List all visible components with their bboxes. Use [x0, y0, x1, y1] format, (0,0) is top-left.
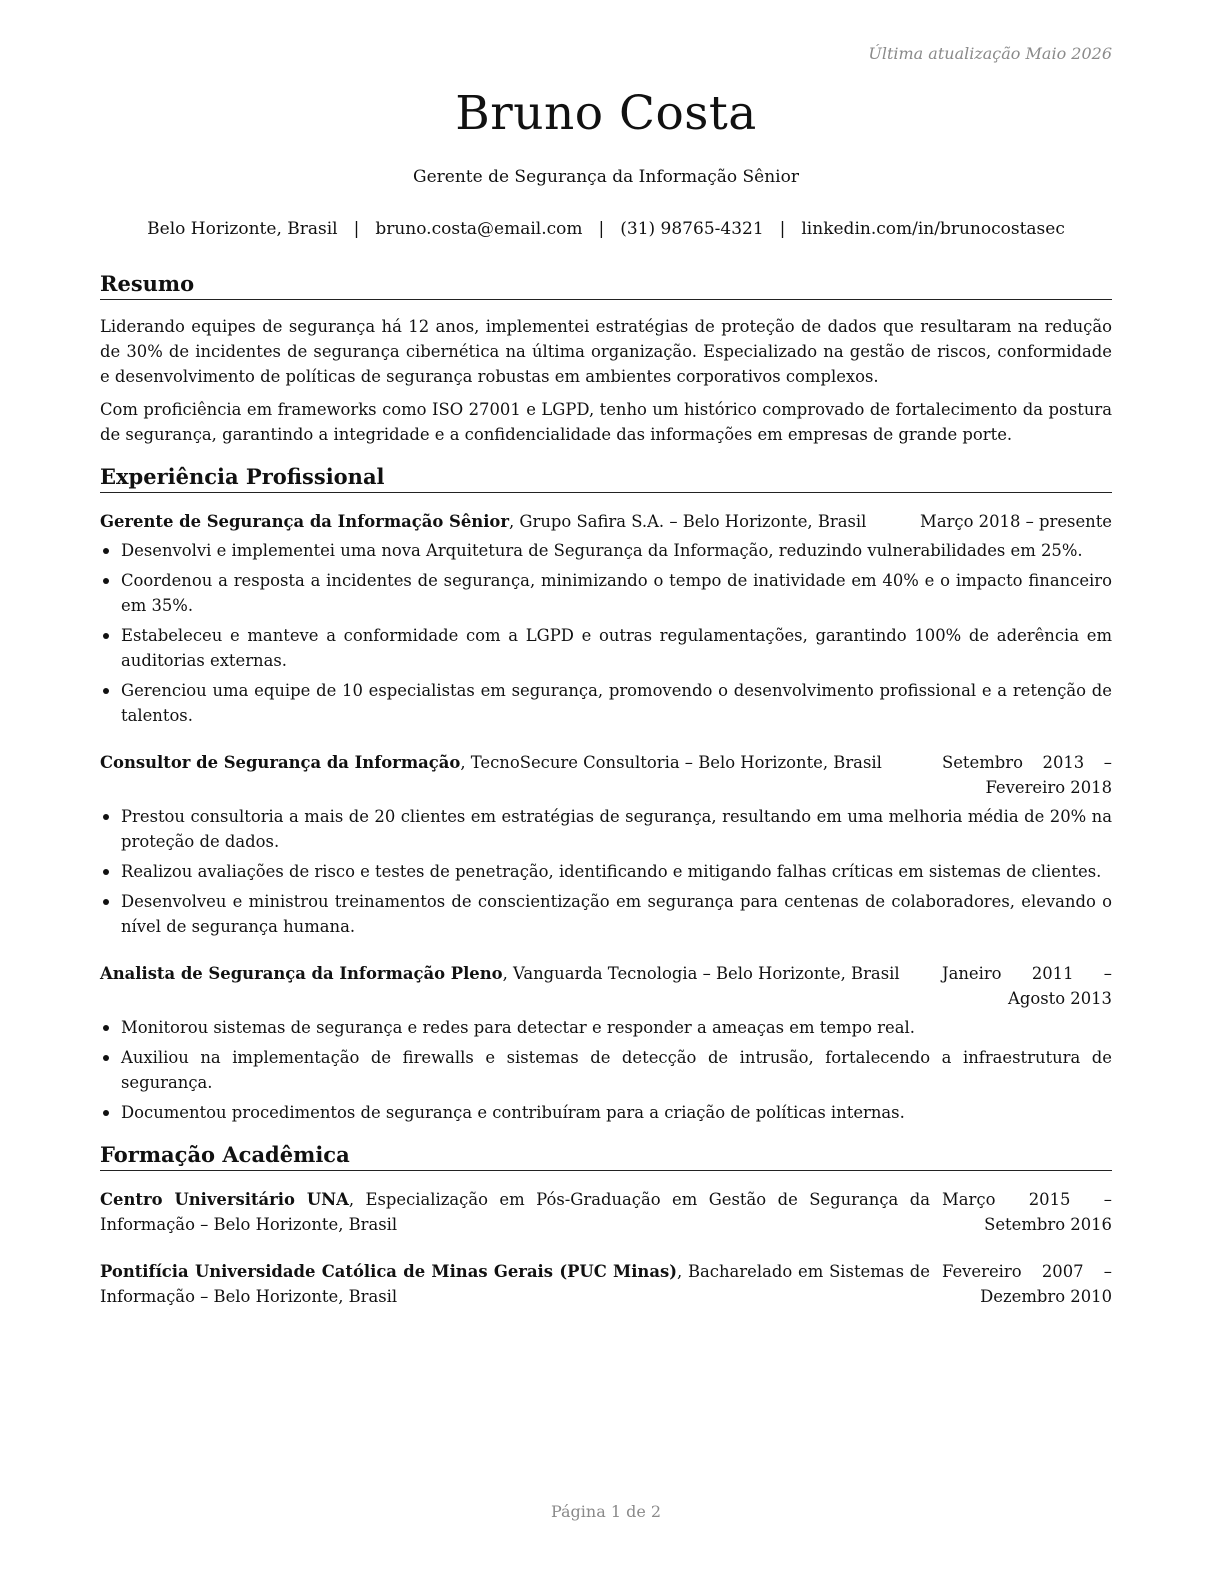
job-organization: , TecnoSecure Consultoria – Belo Horizonte, Brasil	[460, 753, 882, 772]
job-bullets	[100, 1015, 1112, 1125]
contact-location: Belo Horizonte, Brasil	[147, 219, 338, 239]
job-entry	[100, 509, 1112, 728]
contact-phone[interactable]: (31) 98765-4321	[620, 219, 764, 239]
page-number: Página 1 de 2	[550, 1502, 662, 1521]
summary-paragraph: Liderando equipes de segurança há 12 anos, implementei estratégias de proteção de dados que resultaram na redução de 30% de incidentes de segurança cibernética na última organização. Especializado na gestão de riscos, conformidade e desenvolvimento de políticas de segurança robustas em ambientes corporativos complexos.	[100, 317, 1112, 386]
education-title-line	[100, 1259, 942, 1309]
education-detail: , Bacharelado em Sistemas de Informação – Belo Horizonte, Brasil	[100, 1262, 930, 1306]
job-role: Gerente de Segurança da Informação Sênior	[100, 512, 509, 531]
job-dates: Março 2018 – presente	[920, 512, 1112, 531]
job-title-line	[100, 509, 920, 534]
job-entry	[100, 750, 1112, 939]
education-heading: Formação Acadêmica	[100, 1141, 1112, 1171]
education-title-line	[100, 1187, 942, 1237]
job-bullet: Desenvolveu e ministrou treinamentos de conscientização em segurança para centenas de colaboradores, elevando o nível de segurança humana.	[100, 889, 1112, 939]
education-entry	[100, 1187, 1112, 1237]
job-dates: Setembro 2013 – Fevereiro 2018	[942, 753, 1112, 797]
resume-page	[100, 0, 1112, 1584]
job-header	[100, 509, 1112, 534]
job-bullet: Prestou consultoria a mais de 20 clientes em estratégias de segurança, resultando em uma melhoria média de 20% na proteção de dados.	[100, 804, 1112, 854]
contact-linkedin[interactable]: linkedin.com/in/brunocostasec	[801, 219, 1065, 239]
job-role: Analista de Segurança da Informação Pleno	[100, 964, 503, 983]
contact-separator: |	[353, 219, 360, 239]
last-updated: Última atualização Maio 2026	[868, 44, 1112, 63]
education-dates: Fevereiro 2007 – Dezembro 2010	[942, 1262, 1112, 1306]
job-bullet: Gerenciou uma equipe de 10 especialistas em segurança, promovendo o desenvolvimento profissional e a retenção de talentos.	[100, 678, 1112, 728]
candidate-name: Bruno Costa	[455, 86, 757, 141]
education-entry	[100, 1259, 1112, 1309]
job-bullet: Auxiliou na implementação de firewalls e sistemas de detecção de intrusão, fortalecendo a infraestrutura de segurança.	[100, 1045, 1112, 1095]
education-section	[100, 1141, 1112, 1309]
experience-heading: Experiência Profissional	[100, 463, 1112, 493]
job-header	[100, 750, 1112, 800]
education-dates: Março 2015 – Setembro 2016	[942, 1190, 1112, 1234]
education-detail: , Especialização em Pós-Graduação em Gestão de Segurança da Informação – Belo Horizonte, Brasil	[100, 1190, 930, 1234]
job-bullet: Estabeleceu e manteve a conformidade com a LGPD e outras regulamentações, garantindo 100% de aderência em auditorias externas.	[100, 623, 1112, 673]
summary-heading: Resumo	[100, 270, 1112, 300]
resume-content	[100, 270, 1112, 1325]
contact-email[interactable]: bruno.costa@email.com	[375, 219, 583, 239]
contact-line	[100, 219, 1112, 239]
job-title-line	[100, 961, 942, 986]
education-header	[100, 1259, 1112, 1309]
summary-paragraph: Com proficiência em frameworks como ISO 27001 e LGPD, tenho um histórico comprovado de fortalecimento da postura de segurança, garantindo a integridade e a confidencialidade das informações em empresas de grande porte.	[100, 400, 1112, 444]
job-bullet: Documentou procedimentos de segurança e contribuíram para a criação de políticas internas.	[100, 1100, 1112, 1125]
education-institution: Pontifícia Universidade Católica de Minas Gerais (PUC Minas)	[100, 1262, 677, 1281]
job-bullets	[100, 804, 1112, 939]
job-bullets	[100, 538, 1112, 728]
job-bullet: Desenvolvi e implementei uma nova Arquitetura de Segurança da Informação, reduzindo vulnerabilidades em 25%.	[100, 538, 1112, 563]
job-bullet: Realizou avaliações de risco e testes de penetração, identificando e mitigando falhas críticas em sistemas de clientes.	[100, 859, 1112, 884]
job-organization: , Grupo Safira S.A. – Belo Horizonte, Brasil	[509, 512, 867, 531]
summary-section	[100, 270, 1112, 447]
education-header	[100, 1187, 1112, 1237]
job-bullet: Coordenou a resposta a incidentes de segurança, minimizando o tempo de inatividade em 40% e o impacto financeiro em 35%.	[100, 568, 1112, 618]
job-header	[100, 961, 1112, 1011]
candidate-title: Gerente de Segurança da Informação Sênior	[413, 167, 799, 187]
job-dates: Janeiro 2011 – Agosto 2013	[942, 964, 1112, 1008]
contact-separator: |	[779, 219, 786, 239]
education-institution: Centro Universitário UNA	[100, 1190, 349, 1209]
job-bullet: Monitorou sistemas de segurança e redes para detectar e responder a ameaças em tempo real.	[100, 1015, 1112, 1040]
job-title-line	[100, 750, 942, 775]
job-role: Consultor de Segurança da Informação	[100, 753, 461, 772]
job-entry	[100, 961, 1112, 1125]
contact-separator: |	[598, 219, 605, 239]
job-organization: , Vanguarda Tecnologia – Belo Horizonte, Brasil	[502, 964, 900, 983]
experience-section	[100, 463, 1112, 1125]
